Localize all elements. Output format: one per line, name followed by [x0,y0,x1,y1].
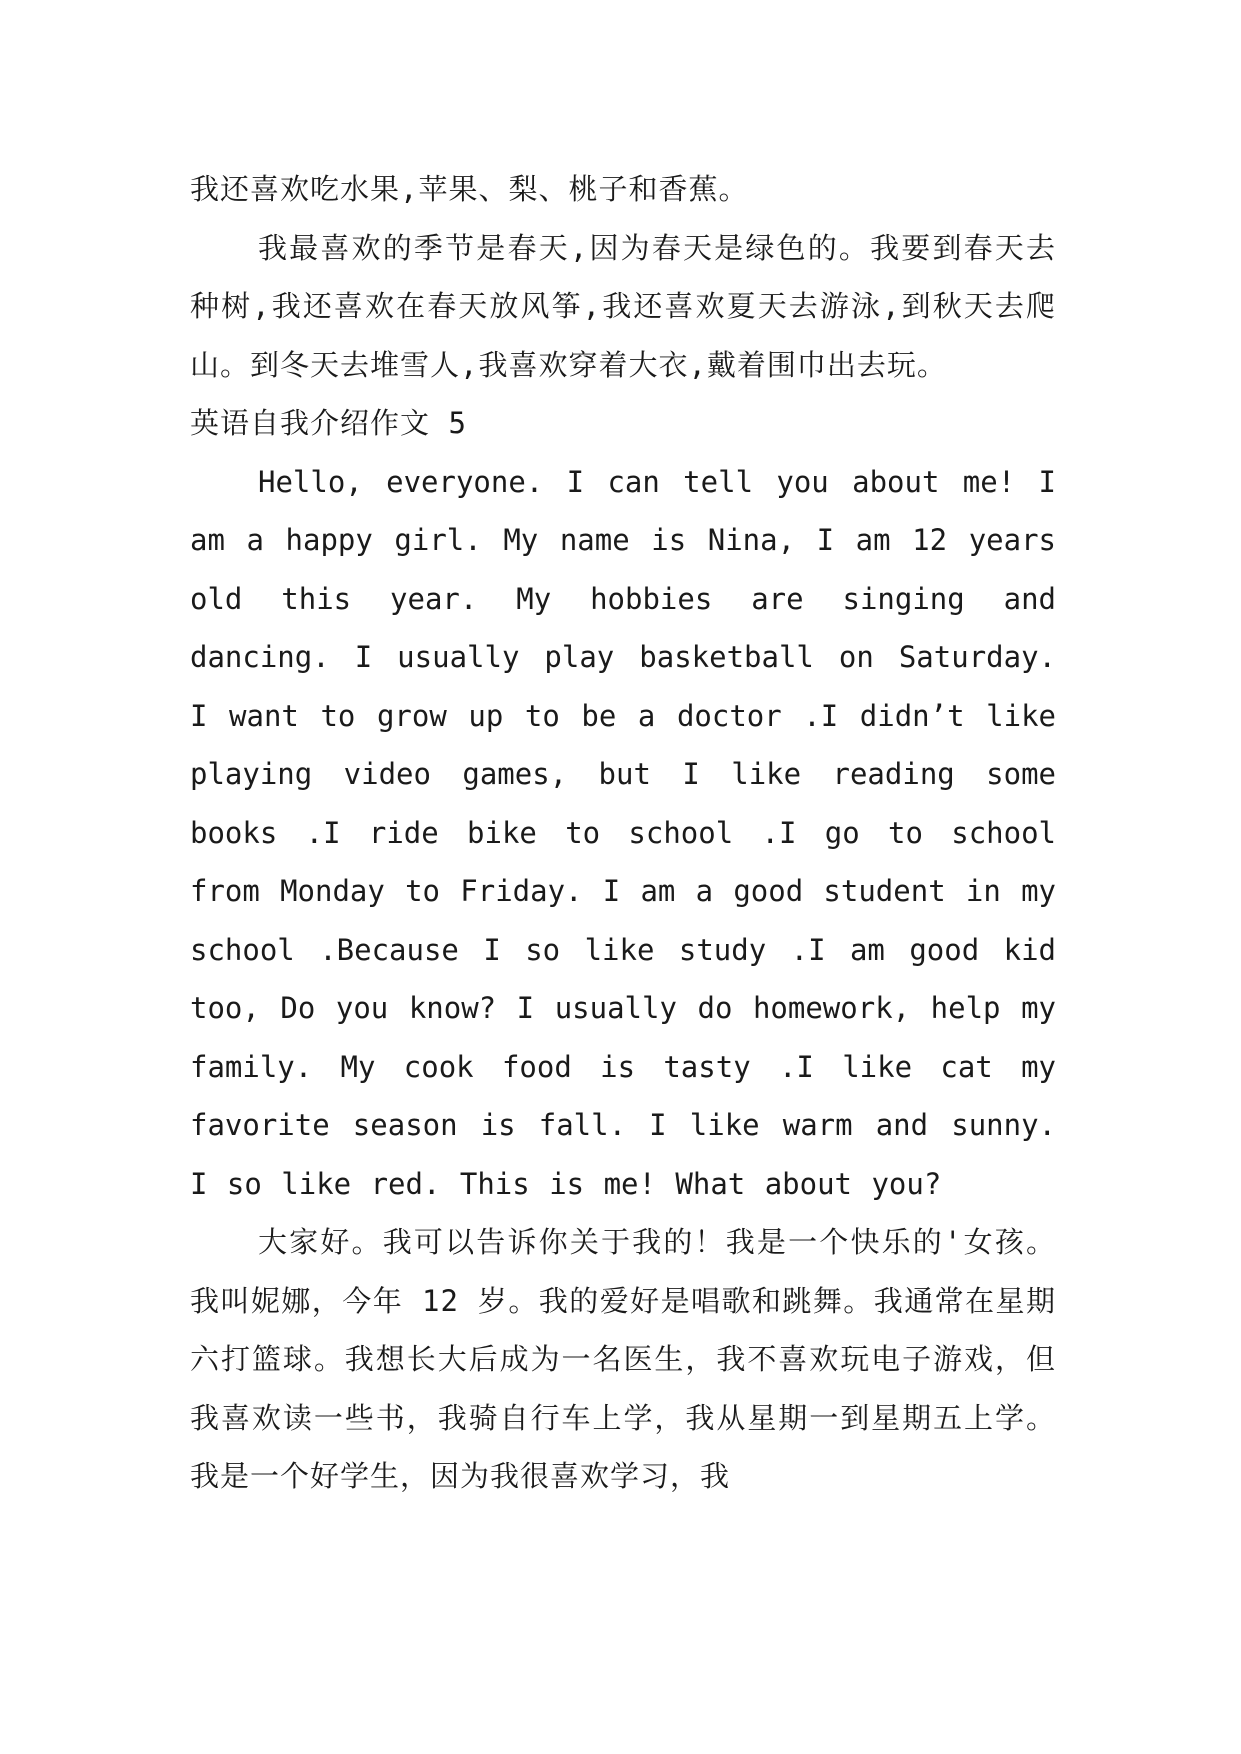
paragraph-english-intro: Hello, everyone. I can tell you about me! I am a happy girl. My name is Nina, I am 12 years old this year. My hobbies are singing and dancing. I usually play basketball on Saturday. I want to grow up to be a doctor .I didn’t like playing video games, but I like reading some books .I ride bike to school .I go to school from Monday to Friday. I am a good student in my school .Because I so like study .I am good kid too, Do you know? I usually do homework, help my family. My cook food is tasty .I like cat my favorite season is fall. I like warm and sunny. I so like red. This is me! What about you? [190,464,1056,1201]
paragraph-chinese-translation: 大家好。我可以告诉你关于我的！我是一个快乐的'女孩。我叫妮娜，今年 12 岁。我的爱好是唱歌和跳舞。我通常在星期六打篮球。我想长大后成为一名医生，我不喜欢玩电子游戏，但我喜欢读一些书，我骑自行车上学，我从星期一到星期五上学。我是一个好学生，因为我很喜欢学习，我 [190,1225,1056,1493]
paragraph-fruits: 我还喜欢吃水果,苹果、梨、桃子和香蕉。 [190,172,749,206]
section-heading: 英语自我介绍作文 5 [190,406,467,440]
document-body [190,160,1056,1506]
paragraph-seasons: 我最喜欢的季节是春天,因为春天是绿色的。我要到春天去种树,我还喜欢在春天放风筝,我还喜欢夏天去游泳,到秋天去爬山。到冬天去堆雪人,我喜欢穿着大衣,戴着围巾出去玩。 [190,230,1056,382]
